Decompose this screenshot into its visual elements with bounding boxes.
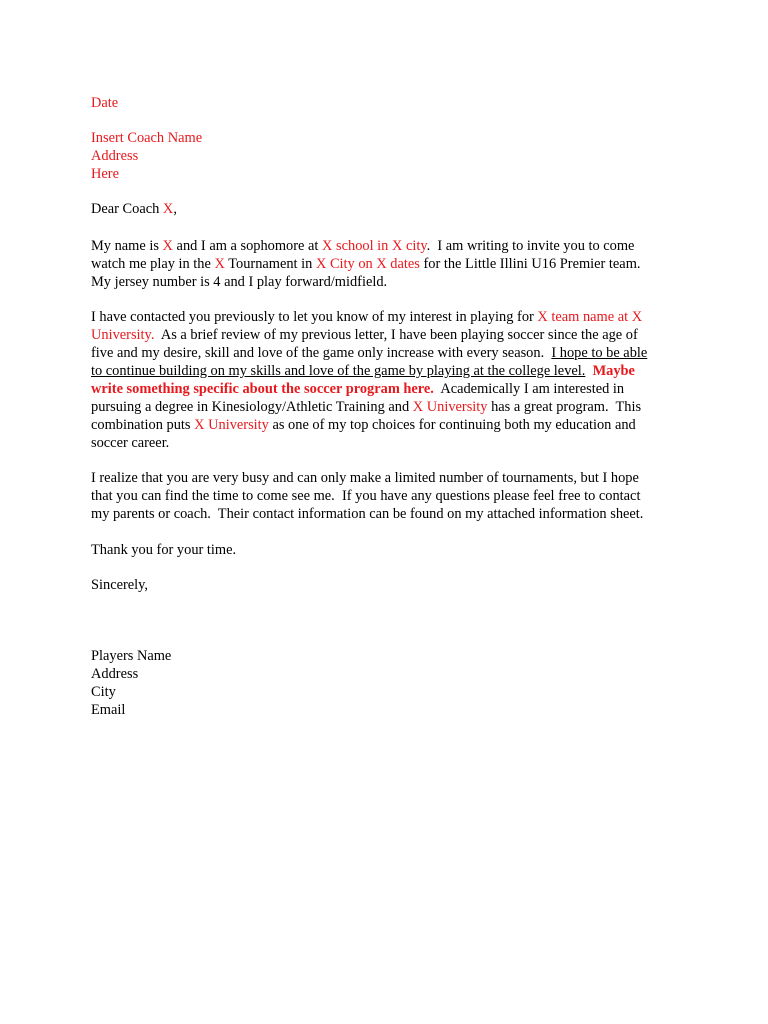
para2-line2	[91, 326, 638, 344]
text-run: for the Little Illini U16 Premier team.	[419, 256, 641, 272]
text-run	[585, 363, 592, 379]
signature-address: Address	[91, 666, 139, 682]
text-run: Academically I am interested in	[433, 381, 625, 397]
text-run: . I am writing to invite you to come	[426, 238, 635, 254]
university-placeholder: X University	[194, 417, 269, 433]
recipient-name: Insert Coach Name	[91, 130, 203, 146]
text-run: five and my desire, skill and love of the game only increase with every season.	[91, 345, 552, 361]
instruction-note: Maybe	[592, 363, 635, 379]
underlined-text: I hope to be able	[551, 345, 648, 361]
date-placeholder: Date	[91, 95, 119, 111]
recipient-address: Address	[91, 148, 139, 164]
para2-line8: soccer career.	[91, 435, 170, 451]
signature-city: City	[91, 684, 116, 700]
text-run: watch me play in the	[91, 256, 215, 272]
signature-email: Email	[91, 702, 126, 718]
university-placeholder: X University	[412, 399, 488, 415]
text-run: I have contacted you previously to let you know of my interest in playing for	[91, 309, 538, 325]
text-run: as one of my top choices for continuing both my education and	[268, 417, 636, 433]
para2-line5	[91, 380, 624, 398]
para2-line1	[91, 308, 642, 326]
greeting	[91, 200, 177, 218]
thanks-line: Thank you for your time.	[91, 542, 237, 558]
instruction-note: write something specific about the soccer program here.	[91, 381, 434, 397]
greeting-text: Dear Coach	[91, 201, 163, 217]
school-placeholder: X school in X city	[322, 238, 427, 254]
player-name-placeholder: X	[162, 238, 173, 254]
signature-name: Players Name	[91, 648, 172, 664]
para2-line3	[91, 344, 647, 362]
text-run: As a brief review of my previous letter, I have been playing soccer since the age of	[154, 327, 638, 343]
city-dates-placeholder: X City on X dates	[315, 256, 420, 272]
para2-line7	[91, 416, 636, 434]
underlined-text: to continue building on my skills and love of the game by playing at the college level.	[91, 363, 586, 379]
text-run: My name is	[91, 238, 163, 254]
university-placeholder: University.	[91, 327, 155, 343]
text-run: combination puts	[91, 417, 195, 433]
para1-line2	[91, 255, 641, 273]
para2-line4	[91, 362, 635, 380]
team-placeholder: X team name at X	[537, 309, 643, 325]
text-run: Tournament in	[224, 256, 316, 272]
recipient-address-line2: Here	[91, 166, 119, 182]
tournament-placeholder: X	[214, 256, 225, 272]
text-run: and I am a sophomore at	[172, 238, 323, 254]
text-run: has a great program. This	[487, 399, 642, 415]
para2-line6	[91, 398, 641, 416]
para3-line2: that you can find the time to come see me. If you have any questions please feel free to contact	[91, 488, 641, 504]
closing: Sincerely,	[91, 577, 149, 593]
text-run: pursuing a degree in Kinesiology/Athletic Training and	[91, 399, 413, 415]
coach-name-placeholder: X	[162, 201, 174, 217]
para3-line1: I realize that you are very busy and can only make a limited number of tournaments, but I hope	[91, 470, 639, 486]
para1-line3: My jersey number is 4 and I play forward/midfield.	[91, 274, 388, 290]
para1-line1	[91, 237, 634, 255]
greeting-comma: ,	[173, 201, 177, 217]
para3-line3: my parents or coach. Their contact information can be found on my attached information sheet.	[91, 506, 644, 522]
